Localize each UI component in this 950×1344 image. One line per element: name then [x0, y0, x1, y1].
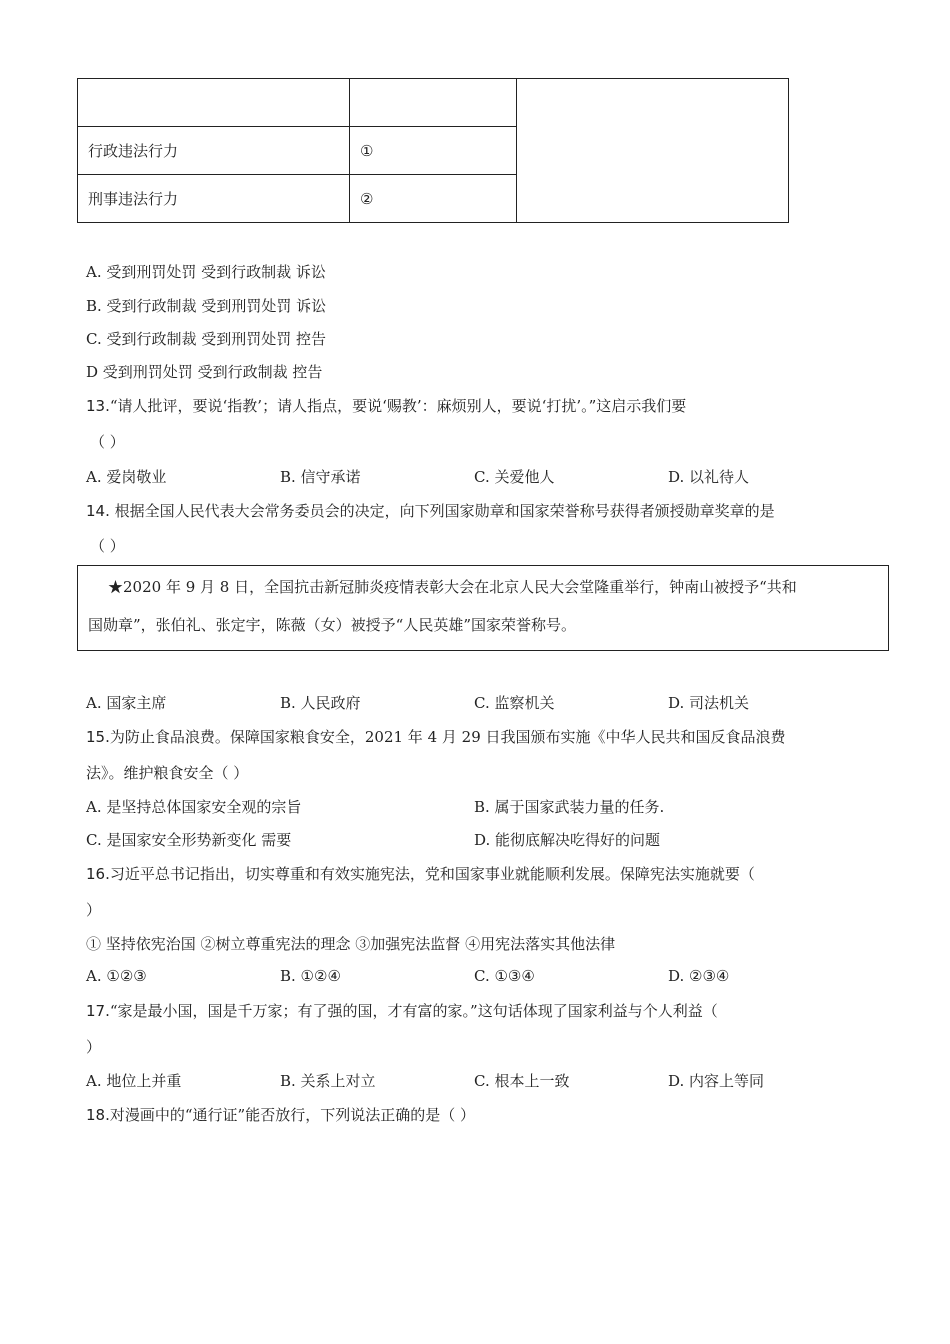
q18-stem [86, 1104, 475, 1125]
table-cell [78, 79, 350, 127]
q16-stem-cont: ） [86, 901, 102, 919]
q14-material-line-2: 国勋章”，张伯礼、张定宇，陈薇（女）被授予“人民英雄”国家荣誉称号。 [88, 616, 577, 634]
q13-option-d: D. 以礼待人 [668, 468, 750, 486]
q13-number: 13. [86, 397, 110, 415]
q17-option-d: D. 内容上等同 [668, 1072, 765, 1090]
q15-option-c: C. 是国家安全形势新变化 需要 [86, 831, 292, 849]
q13-option-c: C. 关爱他人 [474, 468, 555, 486]
q17-number: 17. [86, 1002, 110, 1020]
table-row [78, 79, 789, 127]
q16-option-a: A. ①②③ [86, 967, 147, 985]
q14-stem [86, 500, 775, 521]
table-cell [350, 79, 517, 127]
q16-stem [86, 863, 755, 884]
q14-option-b: B. 人民政府 [280, 694, 361, 712]
q14-option-a: A. 国家主席 [86, 694, 167, 712]
q14-answer-paren: （ ） [90, 537, 125, 555]
q14-material-line-1: ★2020 年 9 月 8 日，全国抗击新冠肺炎疫情表彰大会在北京人民大会堂隆重举行，钟南山被授予“共和 [108, 578, 797, 596]
q17-option-c: C. 根本上一致 [474, 1072, 570, 1090]
q14-option-d: D. 司法机关 [668, 694, 750, 712]
q16-option-d: D. ②③④ [668, 967, 730, 985]
table-cell: 刑事违法行力 [78, 175, 350, 223]
law-table [77, 78, 789, 223]
q15-option-a: A. 是坚持总体国家安全观的宗旨 [86, 798, 302, 816]
q12-option-c: C. 受到行政制裁 受到刑罚处罚 控告 [86, 330, 327, 348]
q17-stem [86, 1000, 718, 1021]
q15-option-b: B. 属于国家武装力量的任务. [474, 798, 665, 816]
q14-text: 根据全国人民代表大会常务委员会的决定，向下列国家勋章和国家荣誉称号获得者颁授勋章奖章的是 [109, 502, 775, 520]
q18-number: 18. [86, 1106, 110, 1124]
q17-option-b: B. 关系上对立 [280, 1072, 376, 1090]
q12-option-b: B. 受到行政制裁 受到刑罚处罚 诉讼 [86, 297, 327, 315]
q14-option-c: C. 监察机关 [474, 694, 555, 712]
q17-stem-cont: ） [86, 1038, 102, 1056]
q16-text: 习近平总书记指出，切实尊重和有效实施宪法，党和国家事业就能顺利发展。保障宪法实施就要（ [109, 865, 755, 883]
table-cell: 行政违法行力 [78, 127, 350, 175]
table-cell-blank [517, 79, 789, 223]
q14-material-box [77, 565, 889, 651]
q16-statements: ① 坚持依宪治国 ②树立尊重宪法的理念 ③加强宪法监督 ④用宪法落实其他法律 [86, 935, 616, 953]
q13-text: “请人批评，要说‘指教’；请人指点，要说‘赐教’：麻烦别人，要说‘打扰’。”这启示我们要 [109, 397, 687, 415]
q18-text: 对漫画中的“通行证”能否放行，下列说法正确的是（ ） [109, 1106, 475, 1124]
q12-option-a: A. 受到刑罚处罚 受到行政制裁 诉讼 [86, 263, 326, 281]
table-cell: ① [350, 127, 517, 175]
q15-stem-cont: 法》。维护粮食安全（ ） [86, 764, 249, 782]
q13-answer-paren: （ ） [90, 433, 125, 451]
q16-number: 16. [86, 865, 110, 883]
q13-stem [86, 395, 686, 416]
q15-text: 为防止食品浪费。保障国家粮食安全，2021 年 4 月 29 日我国颁布实施《中华人民共和国反食品浪费 [109, 728, 786, 746]
q17-option-a: A. 地位上并重 [86, 1072, 182, 1090]
q15-number: 15. [86, 728, 110, 746]
q15-stem [86, 726, 786, 747]
q13-option-b: B. 信守承诺 [280, 468, 361, 486]
q17-text: “家是最小国，国是千万家；有了强的国，才有富的家。”这句话体现了国家利益与个人利益（ [109, 1002, 718, 1020]
q16-option-b: B. ①②④ [280, 967, 341, 985]
q13-option-a: A. 爱岗敬业 [86, 468, 167, 486]
q16-option-c: C. ①③④ [474, 967, 535, 985]
q12-option-d: D 受到刑罚处罚 受到行政制裁 控告 [86, 363, 323, 381]
q15-option-d: D. 能彻底解决吃得好的问题 [474, 831, 661, 849]
q14-number: 14. [86, 502, 110, 520]
table-cell: ② [350, 175, 517, 223]
